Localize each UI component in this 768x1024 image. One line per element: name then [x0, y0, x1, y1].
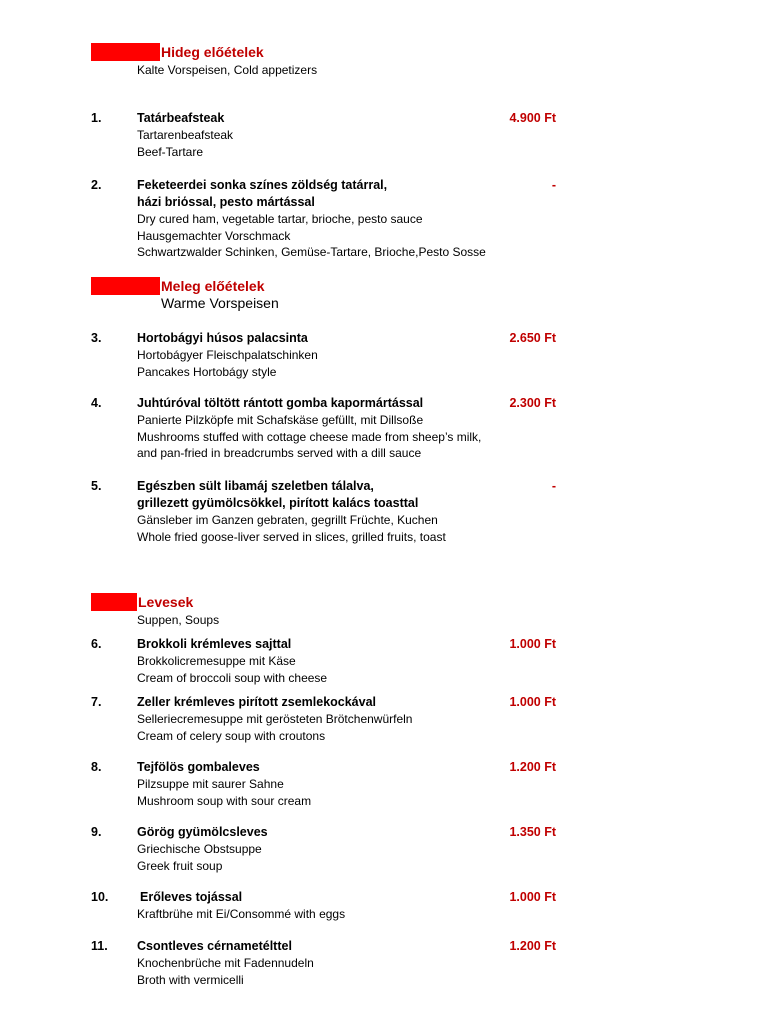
item-description: Tartarenbeafsteak	[137, 128, 234, 142]
item-description: Pancakes Hortobágy style	[137, 364, 277, 379]
item-description: Broth with vermicelli	[137, 972, 244, 987]
item-name: Egészben sült libamáj szeletben tálalva,	[137, 479, 374, 493]
item-description: Mushrooms stuffed with cottage cheese made from sheep’s milk,	[137, 429, 482, 444]
section-subtitle: Kalte Vorspeisen, Cold appetizers	[137, 63, 318, 77]
item-number: 5.	[91, 479, 102, 493]
item-description: Knochenbrüche mit Fadennudeln	[137, 956, 314, 970]
item-price: 1.000 Ft	[509, 695, 556, 709]
item-price: 4.900 Ft	[509, 111, 556, 125]
item-name: Zeller krémleves pirított zsemlekockával	[137, 695, 377, 709]
item-description: Greek fruit soup	[137, 858, 223, 873]
item-name: házi briόssal, pesto mártással	[137, 195, 315, 209]
item-description: Cream of celery soup with croutons	[137, 728, 326, 743]
item-price: 1.000 Ft	[509, 637, 556, 651]
item-description: Mushroom soup with sour cream	[137, 793, 312, 808]
section-title: Meleg előételek	[161, 278, 265, 294]
item-number: 10.	[91, 890, 109, 904]
item-name: Brokkoli krémleves sajttal	[137, 637, 292, 651]
item-price: 2.650 Ft	[509, 331, 556, 345]
item-name: grillezett gyümölcsökkel, pirított kalács toasttal	[137, 496, 419, 510]
item-price: 1.000 Ft	[509, 890, 556, 904]
item-price: 1.200 Ft	[509, 939, 556, 953]
item-price: 1.200 Ft	[509, 760, 556, 774]
item-price: 2.300 Ft	[509, 396, 556, 410]
item-number: 6.	[91, 637, 102, 651]
section-title: Hideg előételek	[161, 44, 264, 60]
item-description: Panierte Pilzköpfe mit Schafskäse gefüllt, mit Dillsoße	[137, 413, 424, 427]
red-marker	[91, 593, 137, 611]
item-description: Hortobágyer Fleischpalatschinken	[137, 348, 318, 362]
item-number: 1.	[91, 111, 102, 125]
item-name: Juhtúróval töltött rántott gomba kapormártással	[137, 396, 424, 410]
item-description: Schwartzwalder Schinken, Gemüse-Tartare, Brioche,Pesto Sosse	[137, 245, 486, 259]
item-name: Tatárbeafsteak	[137, 111, 225, 125]
item-description: Cream of broccoli soup with cheese	[137, 670, 328, 685]
item-description: Beef-Tartare	[137, 144, 204, 159]
item-name: Görög gyümölcsleves	[137, 825, 268, 839]
item-name: Feketeerdei sonka színes zöldség tatárral,	[137, 178, 388, 192]
red-marker	[91, 43, 160, 61]
item-description: and pan-fried in breadcrumbs served with a dill sauce	[137, 446, 422, 460]
item-name: Hortobágyi húsos palacsinta	[137, 331, 308, 345]
item-description: Griechische Obstsuppe	[137, 842, 262, 856]
item-description: Selleriecremesuppe mit gerösteten Brötchenwürfeln	[137, 712, 413, 726]
item-description: Brokkolicremesuppe mit Käse	[137, 654, 296, 668]
item-description: Pilzsuppe mit saurer Sahne	[137, 777, 284, 791]
item-name: Erőleves tojással	[140, 890, 243, 904]
item-number: 9.	[91, 825, 102, 839]
red-marker	[91, 277, 160, 295]
item-price: 1.350 Ft	[509, 825, 556, 839]
section-subtitle: Warme Vorspeisen	[161, 295, 279, 311]
item-price: -	[551, 178, 556, 192]
item-number: 11.	[91, 939, 108, 953]
item-name: Tejfölös gombaleves	[137, 760, 260, 774]
item-number: 7.	[91, 695, 102, 709]
item-number: 8.	[91, 760, 102, 774]
item-price: -	[551, 479, 556, 493]
item-description: Whole fried goose-liver served in slices, grilled fruits, toast	[137, 529, 446, 544]
section-subtitle: Suppen, Soups	[137, 613, 220, 627]
item-description: Gänsleber im Ganzen gebraten, gegrillt Früchte, Kuchen	[137, 513, 438, 527]
section-title: Levesek	[138, 594, 194, 610]
item-name: Csontleves cérnametélttel	[137, 939, 292, 953]
item-description: Dry cured ham, vegetable tartar, brioche, pesto sauce	[137, 212, 423, 226]
item-description: Hausgemachter Vorschmack	[137, 228, 291, 243]
item-number: 2.	[91, 178, 102, 192]
item-number: 4.	[91, 396, 102, 410]
item-description: Kraftbrühe mit Ei/Consommé with eggs	[137, 907, 346, 921]
item-number: 3.	[91, 331, 102, 345]
